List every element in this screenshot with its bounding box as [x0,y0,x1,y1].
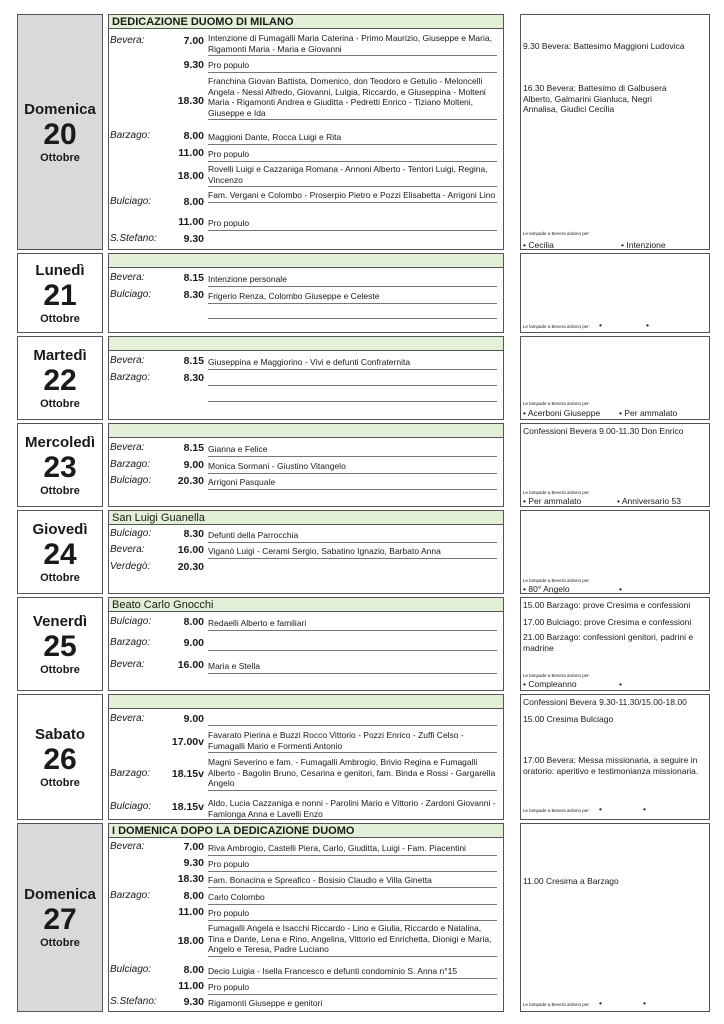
mass-time: 9.30 [183,233,204,245]
note: 9.30 Bevera: Battesimo Maggioni Ludovica [523,41,685,51]
mass-intention: Intenzione di Fumagalli Maria Caterina - Primo Maurizio, Giuseppe e Maria, Rigamonti Maria - Maria e Giovanni [208,33,497,56]
mass-schedule [108,336,504,420]
lamp-item [619,584,622,594]
day-number: 25 [43,629,77,663]
note: Confessioni Bevera 9.00-11.30 Don Enrico [523,426,684,436]
mass-time: 18.15v [171,801,204,813]
mass-time: 17.00v [171,736,204,748]
location-label: Bulciago: [110,289,152,300]
lamp-item [643,804,646,814]
bullet-icon: • [619,679,622,689]
mass-intention: Pro populo [208,982,497,995]
day-month: Ottobre [40,484,80,497]
lamp-item [619,679,622,689]
mass-time: 11.00 [178,216,204,228]
note: 15.00 Barzago: prove Cresima e confessioni [523,600,691,610]
note: 11.00 Cresima a Barzago [523,876,619,886]
mass-intention: Decio Luigia - Isella Francesco e defunti condominio S. Anna n°15 [208,966,497,979]
blank-line [208,318,497,319]
day-header [109,424,503,438]
bullet-icon: • [523,584,526,594]
day-number: 27 [43,903,77,936]
mass-time: 8.00 [183,964,204,976]
mass-time: 18.30 [177,873,204,885]
mass-schedule [108,597,504,691]
notes-panel [520,823,710,1012]
day-header: I DOMENICA DOPO LA DEDICAZIONE DUOMO [109,824,503,838]
mass-time: 7.00 [183,841,204,853]
lamp-intention: Acerboni Giuseppe [527,408,601,418]
day-number: 21 [43,278,77,312]
mass-intention: Aldo, Lucia Cazzaniga e nonni - Parolini Mario e Vittorio - Zardoni Giovanni - Famlonga Anna e Lavelli Enzo [208,798,496,819]
lamp-item [619,408,677,418]
mass-time: 8.00 [183,196,204,208]
mass-time: 8.15 [183,272,204,284]
bullet-icon: • [523,240,526,250]
mass-time: 11.00 [178,906,204,918]
bullet-icon: • [523,496,526,506]
mass-intention: Favarato Pierina e Buzzi Rocco Vittorio - Pozzi Enrico - Zuffi Celso - Fumagalli Mario e Formenti Antonio [208,730,497,753]
day-header [109,254,503,268]
day-month: Ottobre [40,571,80,584]
mass-time: 11.00 [178,147,204,159]
day-header: San Luigi Guanella [109,511,503,525]
location-label: Bulciago: [110,801,152,812]
lamp-label: Le lampade a Bevera ardono per: [523,490,591,495]
mass-intention: Maria e Stella [208,661,497,674]
mass-intention: Pro populo [208,218,497,231]
location-label: Bevera: [110,442,145,453]
bullet-icon: • [523,408,526,418]
lamp-label: Le lampade a Bevera ardono per: [523,324,591,329]
lamp-item [617,496,681,506]
mass-intention: Pro populo [208,859,497,872]
mass-intention: Redaelli Alberto e familiari [208,618,497,631]
mass-intention: Pro populo [208,149,497,162]
notes-panel [520,253,710,333]
mass-intention: Intenzione personale [208,274,497,287]
note: 17.00 Bevera: Messa missionaria, a seguire in oratorio: aperitivo e testimonianza missionaria. [523,755,699,776]
mass-time: 18.15v [171,768,204,780]
day-box [17,823,103,1012]
location-label: Barzago: [110,890,151,901]
location-label: Verdegò: [110,561,151,572]
mass-time: 16.00 [177,544,204,556]
bullet-icon: • [599,320,602,330]
lamp-intention: 80° Angelo [528,584,570,594]
mass-time: 20.30 [177,561,204,573]
lamp-item [523,240,554,250]
lamp-label: Le lampade a Bevera ardono per: [523,231,591,236]
mass-time: 9.00 [183,713,204,725]
location-label: S.Stefano: [110,233,157,244]
mass-time: 20.30 [177,475,204,487]
mass-schedule [108,14,504,250]
location-label: Bevera: [110,35,145,46]
day-name: Sabato [34,725,85,743]
lamp-intention: Per ammalato [624,408,678,418]
lamp-item [523,584,570,594]
day-name: Venerdì [32,612,88,630]
location-label: Bulciago: [110,616,152,627]
location-label: Bevera: [110,713,145,724]
mass-time: 9.30 [183,857,204,869]
day-box [17,336,103,420]
mass-intention: Franchina Giovan Battista, Domenico, don Teodoro e Getulio - Meloncelli Angela - Nessi Alfredo, Giovanni, Luigia, Riccardo, e Giuseppina - Molteni Maria - Rigamonti Andrea e Giuditta - Pedretti Enrico - Tiziano Molteni, Giuseppe e Ida [208,76,497,120]
mass-time: 8.30 [183,289,204,301]
mass-time: 18.30 [177,95,204,107]
bullet-icon: • [643,804,646,814]
mass-intention: Giuseppina e Maggiorino - Vivi e defunti Confraternita [208,357,497,370]
lamp-label: Le lampade a Bevera ardono per: [523,808,591,813]
mass-intention: Pro populo [208,60,497,73]
mass-intention: Viganò Luigi - Cerami Sergio, Sabatino Ignazio, Barbato Anna [208,546,497,559]
mass-intention: Maggioni Dante, Rocca Luigi e Rita [208,132,497,145]
blank-line [208,650,497,651]
mass-intention: Fumagalli Angela e Isacchi Riccardo - Lino e Giulia, Riccardo e Natalina, Tina e Dante, Lena e Rino, Angelina, Vittorio ed Enrichetta, Dionigi e Maria, Angelo e Teresa, Padre Luciano [208,923,497,957]
mass-intention: Pro populo [208,908,497,921]
day-number: 20 [43,117,77,151]
lamp-item [599,998,602,1008]
mass-time: 18.00 [177,170,204,182]
day-name: Martedì [33,346,87,364]
mass-time: 9.30 [183,996,204,1008]
mass-time: 8.00 [183,616,204,628]
note: 15.00 Cresima Bulciago [523,714,614,724]
lamp-label: Le lampade a Bevera ardono per: [523,1002,591,1007]
location-label: Barzago: [110,372,151,383]
location-label: S.Stefano: [110,996,157,1007]
mass-time: 8.30 [183,372,204,384]
mass-intention: Defunti della Parrocchia [208,530,497,543]
day-header [109,695,503,709]
location-label: Bevera: [110,659,145,670]
lamp-item [643,998,646,1008]
day-month: Ottobre [40,776,80,789]
day-name: Giovedì [32,520,88,538]
bullet-icon: • [646,320,649,330]
location-label: Bevera: [110,355,145,366]
mass-time: 9.30 [183,59,204,71]
mass-schedule [108,823,504,1012]
lamp-item [523,679,577,689]
lamp-intention: Compleanno [528,679,577,689]
mass-time: 9.00 [183,637,204,649]
mass-intention: Arrigoni Pasquale [208,477,497,490]
lamp-item [523,496,581,506]
day-month: Ottobre [40,397,80,410]
bullet-icon: • [617,496,620,506]
lamp-label: Le lampade a Bevera ardono per: [523,401,591,406]
location-label: Bulciago: [110,196,152,207]
day-month: Ottobre [40,312,80,325]
mass-intention: Fam. Vergani e Colombo - Proserpio Pietro e Pozzi Elisabetta - Arrigoni Lino [208,190,497,203]
bullet-icon: • [643,998,646,1008]
location-label: Barzago: [110,768,151,779]
day-number: 22 [43,363,77,397]
mass-time: 8.15 [183,355,204,367]
lamp-item [646,320,649,330]
location-label: Bulciago: [110,528,152,539]
lamp-item [599,320,602,330]
lamp-label: Le lampade a Bevera ardono per: [523,673,591,678]
mass-intention: Frigerio Renza, Colombo Giuseppe e Celeste [208,291,497,304]
lamp-item [621,240,666,250]
mass-schedule [108,510,504,594]
location-label: Bevera: [110,544,145,555]
lamp-intention: Cecilia [528,240,554,250]
day-number: 24 [43,537,77,571]
day-name: Mercoledì [24,433,96,451]
day-box [17,694,103,820]
location-label: Barzago: [110,459,151,470]
day-box [17,253,103,333]
mass-intention: Rigamonti Giuseppe e genitori [208,998,323,1008]
lamp-intention: Intenzione [626,240,666,250]
lamp-item [523,408,600,418]
bullet-icon: • [599,804,602,814]
day-number: 26 [43,742,77,776]
lamp-item [599,804,602,814]
mass-intention: Monica Sormani - Giustino Vitangelo [208,461,497,474]
day-header: Beato Carlo Gnocchi [109,598,503,612]
blank-line [208,725,497,726]
mass-time: 16.00 [177,659,204,671]
mass-time: 8.15 [183,442,204,454]
bullet-icon: • [619,584,622,594]
bullet-icon: • [619,408,622,418]
day-box [17,14,103,250]
blank-line [208,401,497,402]
day-box [17,597,103,691]
day-month: Ottobre [40,151,80,164]
location-label: Bulciago: [110,475,152,486]
mass-intention: Carlo Colombo [208,892,497,905]
mass-time: 8.30 [183,528,204,540]
mass-time: 9.00 [183,459,204,471]
location-label: Bulciago: [110,964,152,975]
note: Confessioni Bevera 9.30-11.30/15.00-18.00 [523,697,687,707]
mass-time: 8.00 [183,890,204,902]
notes-panel [520,14,710,250]
note: 17.00 Bulciago: prove Cresima e confessioni [523,617,692,627]
day-name: Domenica [24,100,96,118]
notes-panel [520,597,710,691]
day-header: DEDICAZIONE DUOMO DI MILANO [109,15,503,29]
location-label: Bevera: [110,841,145,852]
mass-time: 7.00 [183,35,204,47]
location-label: Bevera: [110,272,145,283]
mass-time: 11.00 [178,980,204,992]
note: 21.00 Barzago: confessioni genitori, padrini e madrine [523,632,694,653]
mass-intention: Fam. Bonacina e Spreafico - Bosisio Claudio e Villa Ginetta [208,875,497,888]
location-label: Barzago: [110,637,151,648]
day-name: Domenica [24,886,96,903]
notes-panel [520,423,710,507]
notes-panel [520,694,710,820]
day-month: Ottobre [40,663,80,676]
day-box [17,510,103,594]
day-header [109,337,503,351]
bullet-icon: • [599,998,602,1008]
notes-panel [520,510,710,594]
blank-line [208,385,497,386]
day-month: Ottobre [40,937,80,949]
mass-schedule [108,694,504,820]
mass-schedule [108,423,504,507]
day-number: 23 [43,450,77,484]
mass-time: 18.00 [177,935,204,947]
mass-intention: Rovelli Luigi e Cazzaniga Romana - Annoni Alberto - Tentori Luigi, Regina, Vincenzo [208,164,497,187]
lamp-label: Le lampade a Bevera ardono per: [523,578,591,583]
mass-intention: Magni Severino e fam. - Fumagalli Ambrogio, Brivio Regina e Fumagalli Alberto - Bagolin Bruno, Cesarina e genitori, fam. Binda e Rossi - Gargarella Angelo [208,757,497,791]
notes-panel [520,336,710,420]
day-box [17,423,103,507]
mass-schedule [108,253,504,333]
note: 16.30 Bevera: Battesimo di Galbusera Alberto, Galmarini Gianluca, Negri Annalisa, Giudici Cecilia [523,83,667,114]
mass-time: 8.00 [183,130,204,142]
bullet-icon: • [523,679,526,689]
lamp-intention: Anniversario 53 [621,496,681,506]
mass-intention: Gianna e Felice [208,444,497,457]
lamp-intention: Per ammalato [528,496,582,506]
bullet-icon: • [621,240,624,250]
mass-intention: Riva Ambrogio, Castelli Piera, Carlo, Giuditta, Luigi - Fam. Piacentini [208,843,497,856]
day-name: Lunedì [35,261,85,279]
location-label: Barzago: [110,130,151,141]
